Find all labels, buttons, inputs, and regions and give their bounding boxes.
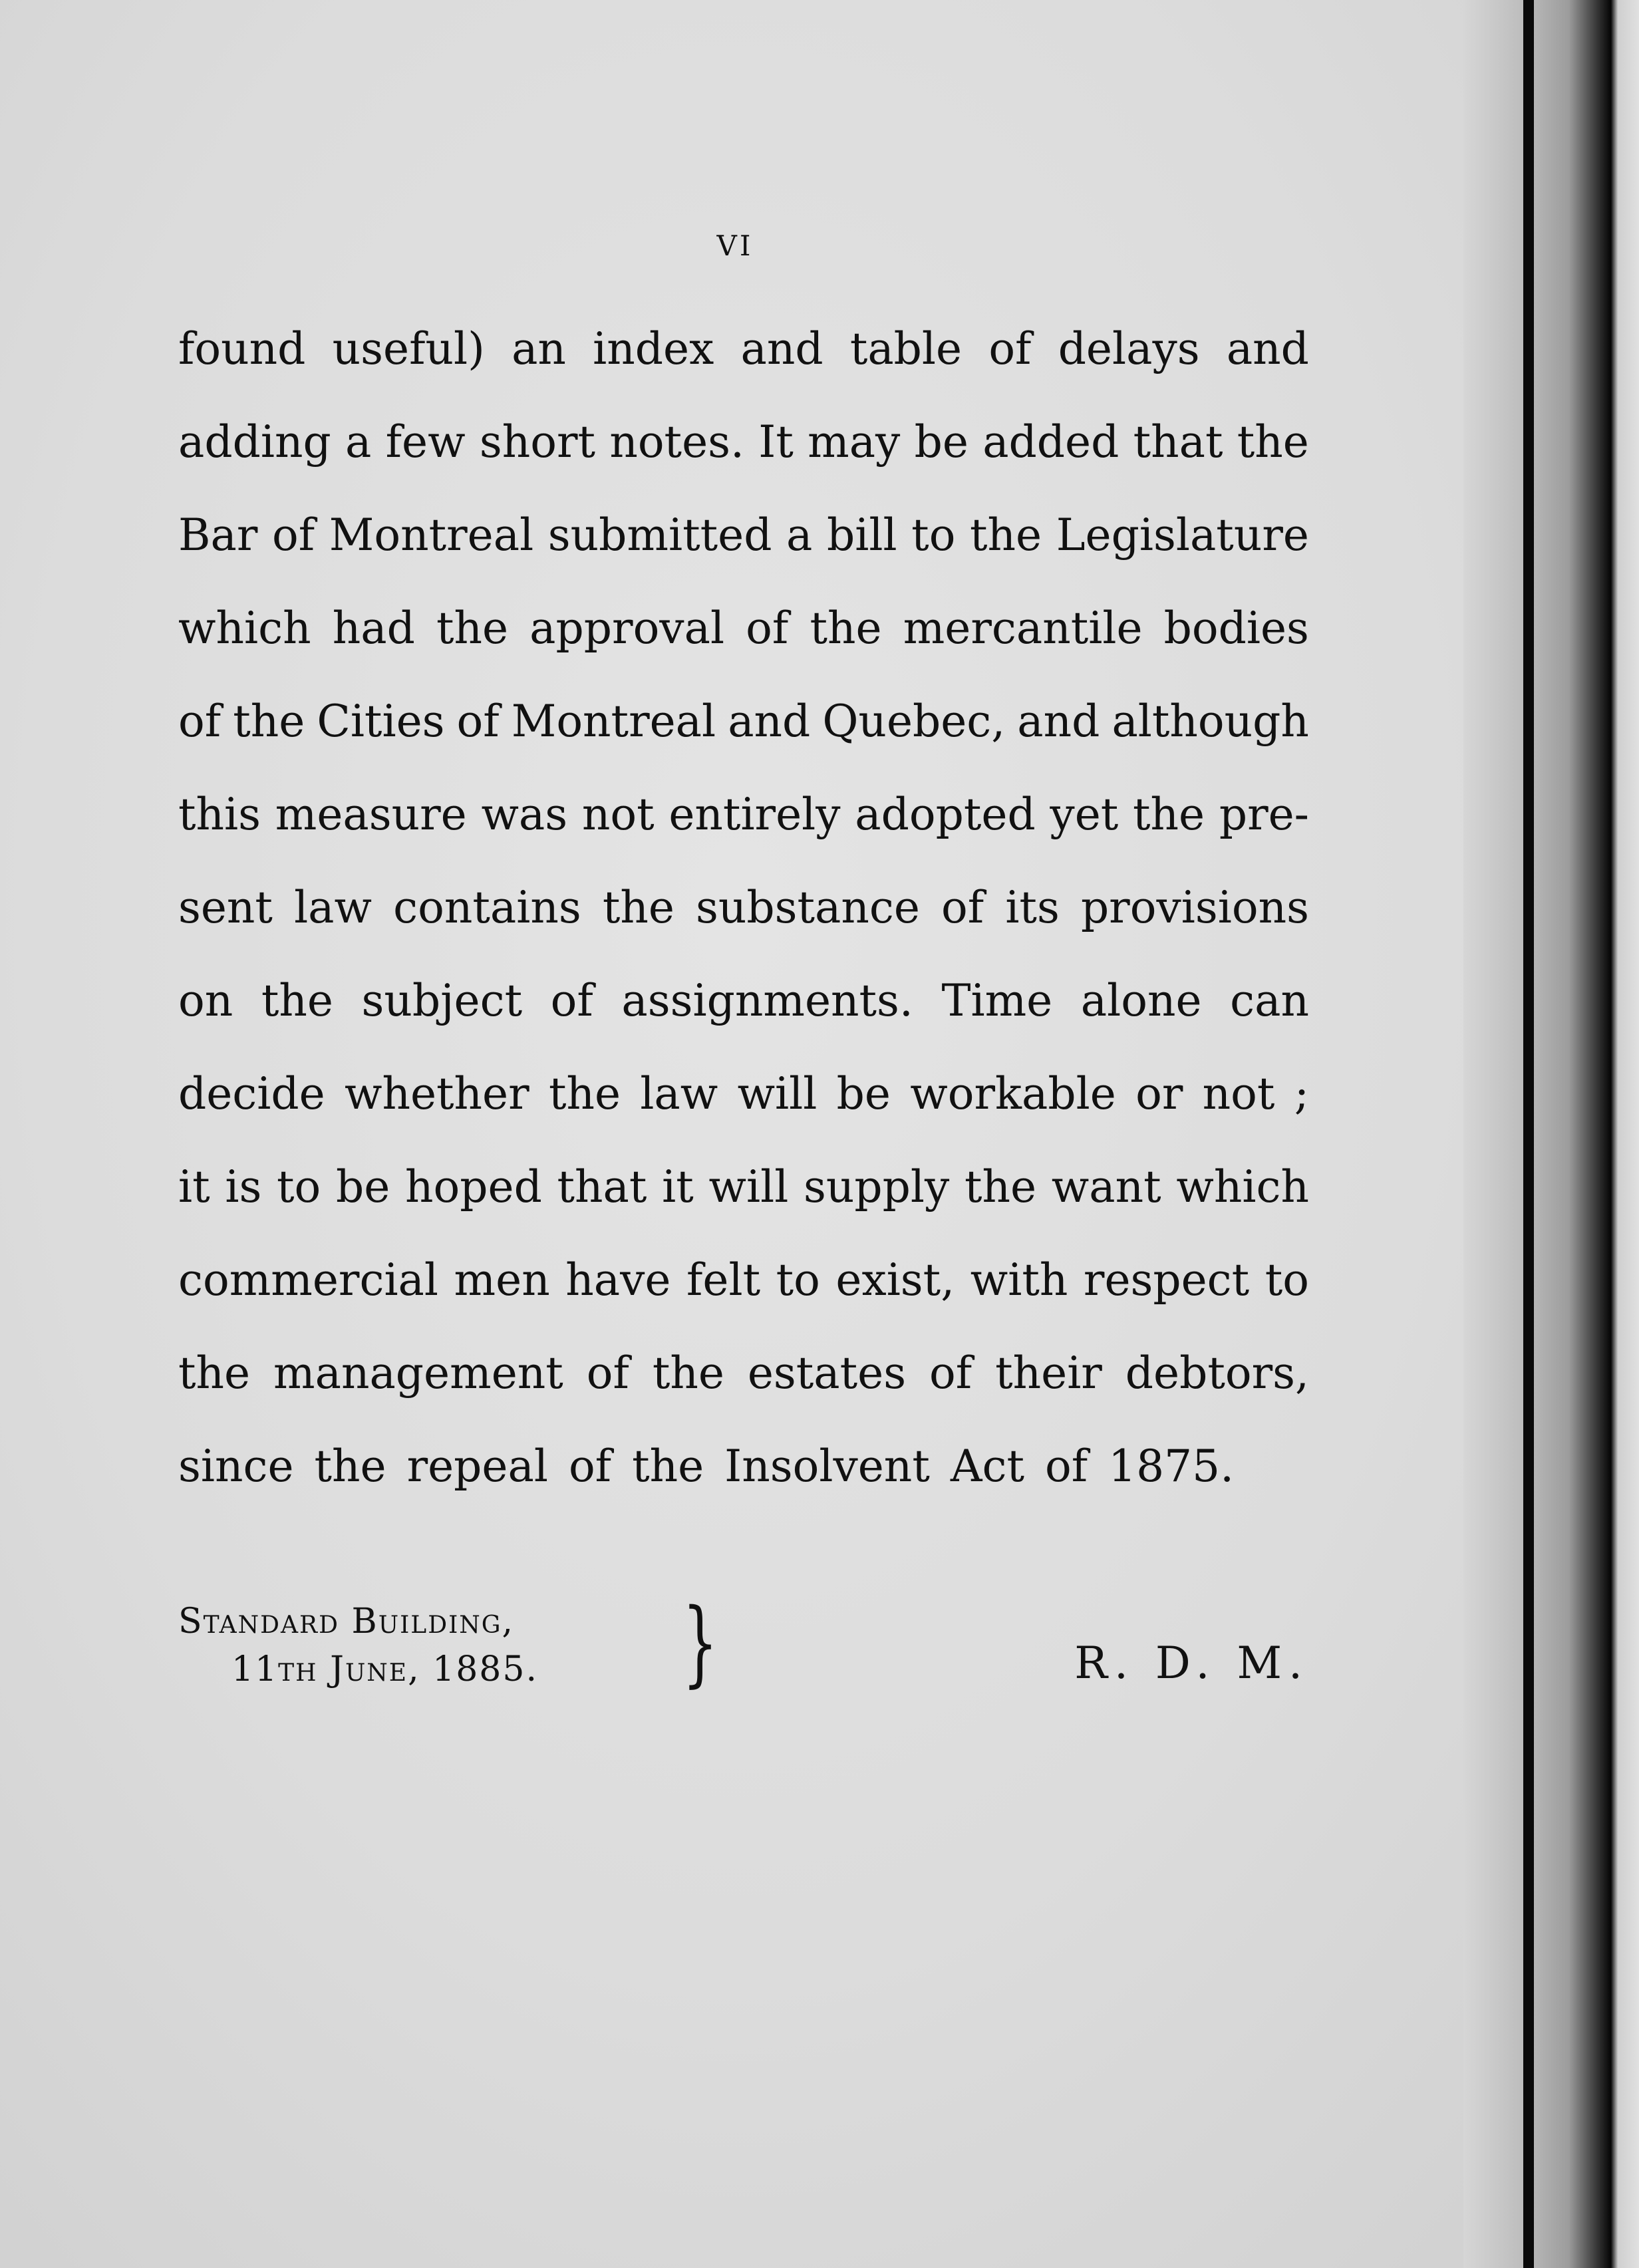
word: and (1017, 696, 1100, 747)
word: subject (361, 975, 523, 1026)
word: decide (178, 1068, 325, 1119)
text-line (178, 1327, 1309, 1420)
word: and (728, 696, 811, 747)
word: or (1135, 1068, 1183, 1119)
word: Montreal (511, 696, 716, 747)
word: the (178, 1347, 251, 1399)
word: supply (804, 1161, 950, 1212)
text-line (178, 1234, 1309, 1327)
word: management (273, 1347, 563, 1399)
word: mercantile (903, 603, 1143, 654)
word: adopted (855, 789, 1036, 840)
word: the (436, 603, 509, 654)
word: although (1112, 696, 1309, 747)
word: a (345, 416, 372, 468)
text-line (178, 489, 1309, 582)
brace-symbol: } (682, 1589, 718, 1697)
word: entirely (669, 789, 841, 840)
word: found (178, 323, 306, 374)
word: have (565, 1254, 671, 1306)
word: substance (696, 882, 920, 933)
word: index (593, 323, 714, 374)
word: it (178, 1161, 210, 1212)
word: the (548, 1068, 621, 1119)
binding-edge (1523, 0, 1534, 2268)
word: their (995, 1347, 1102, 1399)
word: of (988, 323, 1032, 374)
word: which (178, 603, 311, 654)
word: with (970, 1254, 1068, 1306)
word: was (481, 789, 568, 840)
word: a (786, 509, 813, 561)
word: that (557, 1161, 647, 1212)
word: to (776, 1254, 820, 1306)
word: few (385, 416, 466, 468)
word: be (836, 1068, 891, 1119)
word: its (1005, 882, 1060, 933)
word: table (849, 323, 963, 374)
word: notes. (609, 416, 744, 468)
word: on (178, 975, 233, 1026)
page-number: VI (716, 229, 754, 262)
word: Cities (317, 696, 445, 747)
word: sent (178, 882, 273, 933)
word: law (640, 1068, 718, 1119)
word: added (982, 416, 1119, 468)
word: law (294, 882, 372, 933)
word: had (332, 603, 415, 654)
text-line (178, 582, 1309, 675)
word: hoped (405, 1161, 542, 1212)
word: the (233, 696, 305, 747)
word: ; (1294, 1068, 1309, 1119)
word: this (178, 789, 261, 840)
word: it (662, 1161, 694, 1212)
word: approval (529, 603, 725, 654)
body-paragraph (178, 303, 1309, 1513)
word: Montreal (329, 509, 534, 561)
text-line (178, 396, 1309, 489)
word: may (808, 416, 901, 468)
word: Time (941, 975, 1053, 1026)
word: alone (1080, 975, 1202, 1026)
word: submitted (547, 509, 772, 561)
word: the (652, 1347, 724, 1399)
word: since (178, 1441, 294, 1492)
word: of (1044, 1441, 1088, 1492)
address-line-1: Standard Building, (178, 1602, 515, 1641)
word: whether (344, 1068, 529, 1119)
text-line (178, 954, 1309, 1048)
page-edge-shadow (1463, 0, 1639, 2268)
text-line (178, 1048, 1309, 1141)
text-line (178, 1420, 1309, 1513)
word: It (758, 416, 794, 468)
word: and (740, 323, 823, 374)
word: Quebec, (822, 696, 1006, 747)
word: 1875. (1108, 1441, 1235, 1492)
word: will (737, 1068, 818, 1119)
word: of (941, 882, 984, 933)
word: contains (393, 882, 581, 933)
word: of (568, 1441, 612, 1492)
word: Insolvent (724, 1441, 930, 1492)
word: be (914, 416, 968, 468)
word: useful) (332, 323, 485, 374)
word: the (810, 603, 882, 654)
word: exist, (835, 1254, 955, 1306)
text-line (178, 768, 1309, 861)
word: will (708, 1161, 789, 1212)
word: of (550, 975, 593, 1026)
text-line (178, 1141, 1309, 1234)
text-line (178, 675, 1309, 768)
signature-block (178, 1589, 1309, 1704)
word: Legislature (1056, 509, 1309, 561)
word: that (1133, 416, 1223, 468)
word: the (632, 1441, 704, 1492)
word: provisions (1080, 882, 1309, 933)
word: not (581, 789, 655, 840)
word: is (225, 1161, 262, 1212)
word: measure (275, 789, 467, 840)
word: repeal (406, 1441, 548, 1492)
word: not (1202, 1068, 1275, 1119)
word: respect (1083, 1254, 1250, 1306)
text-line (178, 303, 1309, 396)
word: assignments. (621, 975, 913, 1026)
word: felt (686, 1254, 761, 1306)
address-block (178, 1598, 538, 1693)
word: men (454, 1254, 550, 1306)
word: Bar (178, 509, 258, 561)
word: the (1133, 789, 1205, 840)
word: the (965, 1161, 1037, 1212)
word: to (277, 1161, 321, 1212)
word: short (479, 416, 596, 468)
word: bodies (1163, 603, 1309, 654)
word: and (1226, 323, 1309, 374)
word: the (314, 1441, 386, 1492)
word: can (1230, 975, 1309, 1026)
word: Act (950, 1441, 1024, 1492)
word: of (272, 509, 315, 561)
word: the (1237, 416, 1309, 468)
word: estates (747, 1347, 907, 1399)
word: the (261, 975, 333, 1026)
word: bill (827, 509, 897, 561)
word: pre- (1219, 789, 1309, 840)
word: delays (1058, 323, 1200, 374)
address-line-2: 11th June, 1885. (231, 1649, 538, 1689)
word: yet (1050, 789, 1119, 840)
word: be (336, 1161, 390, 1212)
word: of (586, 1347, 629, 1399)
word: the (602, 882, 674, 933)
word: workable (910, 1068, 1116, 1119)
word: the (970, 509, 1042, 561)
word: commercial (178, 1254, 439, 1306)
word: of (746, 603, 789, 654)
word: adding (178, 416, 331, 468)
word: an (512, 323, 566, 374)
word: to (1265, 1254, 1309, 1306)
word: which (1176, 1161, 1309, 1212)
word: of (929, 1347, 972, 1399)
word: of (178, 696, 222, 747)
word: of (456, 696, 500, 747)
word: debtors, (1125, 1347, 1309, 1399)
word: to (911, 509, 956, 561)
word: want (1051, 1161, 1161, 1212)
text-line (178, 861, 1309, 954)
author-initials: R. D. M. (1074, 1637, 1309, 1689)
